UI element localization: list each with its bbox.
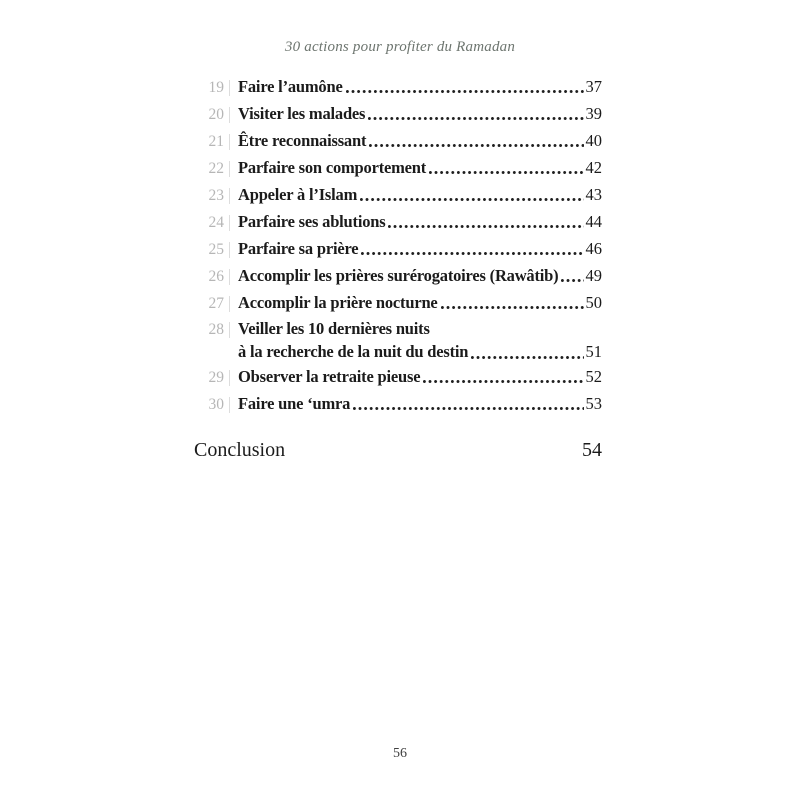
entry-page-number: 46	[585, 239, 602, 258]
toc-entry	[194, 363, 602, 390]
entry-page-number: 44	[585, 212, 602, 231]
conclusion-page-number: 54	[582, 439, 602, 461]
toc-entry	[194, 235, 602, 262]
dot-leader	[471, 341, 583, 363]
entry-title: Parfaire sa prière	[238, 239, 359, 258]
entry-title-line2: à la recherche de la nuit du destin	[238, 342, 469, 361]
entry-number: 23	[194, 188, 230, 204]
entry-page-number: 49	[585, 266, 602, 285]
entry-page-number: 43	[585, 185, 602, 204]
entry-number: 25	[194, 242, 230, 258]
entry-title-block	[238, 316, 602, 363]
entry-number: 24	[194, 215, 230, 231]
toc-entry	[194, 181, 602, 208]
entry-title: Parfaire son comportement	[238, 158, 427, 177]
toc-entry	[194, 100, 602, 127]
table-of-contents	[194, 73, 602, 462]
entry-number: 22	[194, 161, 230, 177]
toc-entry	[194, 390, 602, 417]
toc-entry	[194, 208, 602, 235]
entry-page-number: 53	[585, 394, 602, 413]
dot-leader	[368, 100, 583, 127]
entry-number: 27	[194, 296, 230, 312]
entry-title: Visiter les malades	[238, 104, 366, 123]
dot-leader	[423, 363, 583, 390]
entry-number: 19	[194, 80, 230, 96]
dot-leader	[441, 289, 584, 316]
entry-title: Parfaire ses ablutions	[238, 212, 386, 231]
dot-leader	[429, 154, 583, 181]
entry-page-number: 51	[585, 342, 602, 361]
toc-entry	[194, 316, 602, 363]
entry-page-number: 42	[585, 158, 602, 177]
entry-number: 20	[194, 107, 230, 123]
toc-entry	[194, 73, 602, 100]
dot-leader	[369, 127, 583, 154]
entry-number: 29	[194, 370, 230, 386]
dot-leader	[346, 73, 584, 100]
entry-title: Faire une ‘umra	[238, 394, 351, 413]
entry-title: Être reconnaissant	[238, 131, 367, 150]
dot-leader	[360, 181, 583, 208]
entry-title-line1: Veiller les 10 dernières nuits	[238, 319, 430, 338]
dot-leader	[353, 390, 583, 417]
entry-number: 26	[194, 269, 230, 285]
footer-page-number: 56	[393, 746, 407, 761]
toc-entry	[194, 127, 602, 154]
entry-page-number: 52	[585, 367, 602, 386]
entry-title: Appeler à l’Islam	[238, 185, 358, 204]
entry-title: Accomplir les prières surérogatoires (Rawâtib)	[238, 266, 559, 285]
dot-leader	[561, 262, 583, 289]
toc-entry	[194, 262, 602, 289]
entry-number: 30	[194, 397, 230, 413]
entry-title: Observer la retraite pieuse	[238, 367, 421, 386]
entry-title-line2-row	[238, 341, 602, 363]
entry-number: 21	[194, 134, 230, 150]
conclusion-row	[194, 439, 602, 462]
entry-page-number: 40	[585, 131, 602, 150]
running-header: 30 actions pour profiter du Ramadan	[284, 39, 516, 55]
entry-title: Faire l’aumône	[238, 77, 343, 96]
conclusion-label: Conclusion	[194, 439, 286, 461]
dot-leader	[361, 235, 583, 262]
toc-entry	[194, 289, 602, 316]
entry-page-number: 39	[585, 104, 602, 123]
entry-title: Accomplir la prière nocturne	[238, 293, 438, 312]
entry-page-number: 37	[585, 77, 602, 96]
entry-number: 28	[194, 322, 230, 338]
dot-leader	[388, 208, 583, 235]
toc-entry	[194, 154, 602, 181]
entry-page-number: 50	[585, 293, 602, 312]
